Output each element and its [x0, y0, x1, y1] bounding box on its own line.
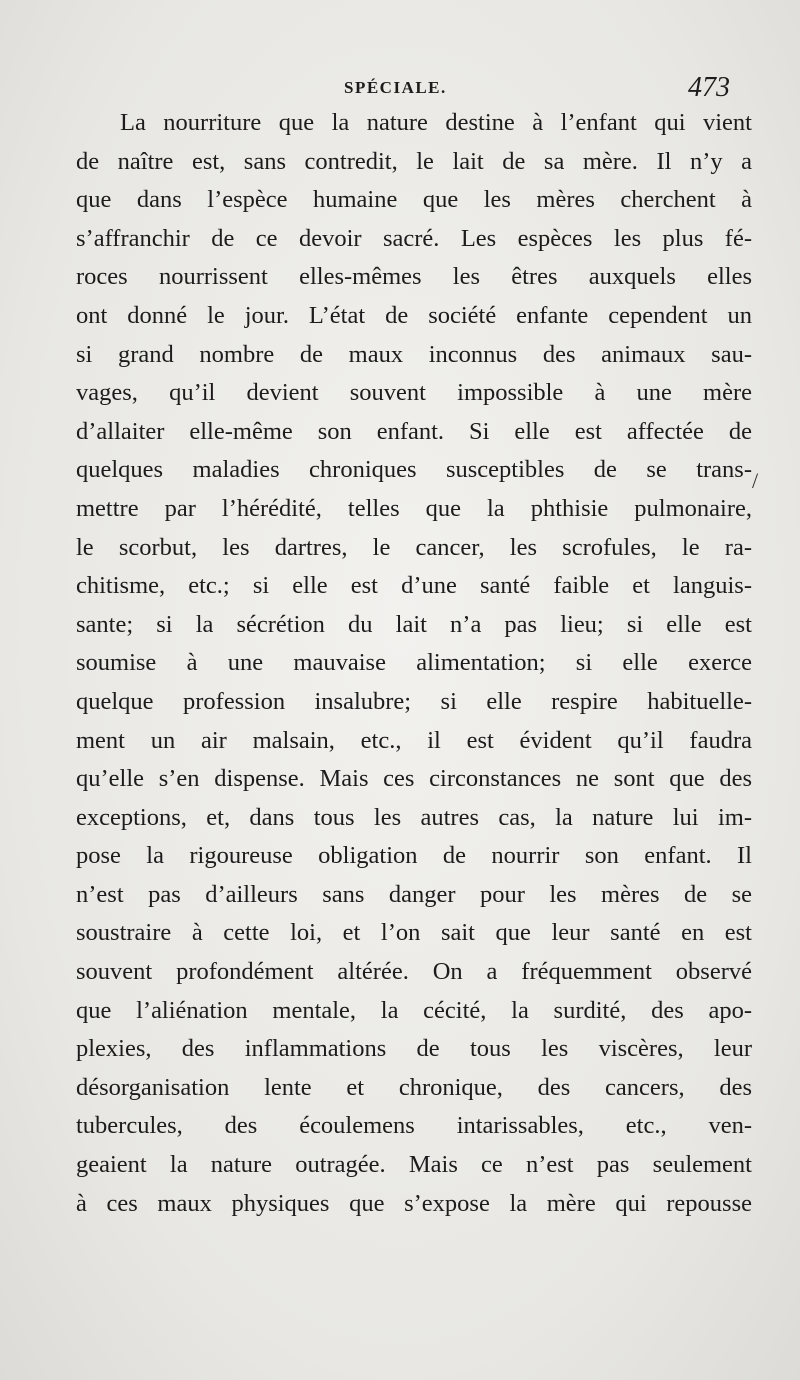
text-line: qu’elle s’en dispense. Mais ces circonstances ne sont que des: [76, 765, 752, 793]
page-number: 473: [688, 72, 730, 103]
text-line: que dans l’espèce humaine que les mères cherchent à: [76, 186, 752, 214]
running-title: SPÉCIALE.: [344, 78, 447, 97]
body-text: [76, 104, 752, 1223]
text-line: vages, qu’il devient souvent impossible à une mère: [76, 379, 752, 407]
text-line: quelques maladies chroniques susceptibles de se trans-: [76, 456, 752, 484]
text-line: le scorbut, les dartres, le cancer, les scrofules, le ra-: [76, 533, 752, 561]
margin-stroke-mark: /: [752, 468, 759, 493]
text-line: chitisme, etc.; si elle est d’une santé faible et languis-: [76, 572, 752, 600]
text-line: ment un air malsain, etc., il est évident qu’il faudra: [76, 726, 752, 754]
text-line: souvent profondément altérée. On a fréquemment observé: [76, 958, 752, 986]
text-line: d’allaiter elle-même son enfant. Si elle est affectée de: [76, 417, 752, 445]
text-line: s’affranchir de ce devoir sacré. Les espèces les plus fé-: [76, 224, 752, 252]
text-line: ont donné le jour. L’état de société enfante cependent un: [76, 301, 752, 329]
text-line: à ces maux physiques que s’expose la mère qui repousse: [76, 1189, 752, 1217]
text-line: plexies, des inflammations de tous les viscères, leur: [76, 1035, 752, 1063]
text-line: pose la rigoureuse obligation de nourrir son enfant. Il: [76, 842, 752, 870]
text-line: geaient la nature outragée. Mais ce n’est pas seulement: [76, 1151, 752, 1179]
text-line: La nourriture que la nature destine à l’enfant qui vient: [120, 109, 752, 136]
text-line: que l’aliénation mentale, la cécité, la surdité, des apo-: [76, 996, 752, 1024]
text-line: soustraire à cette loi, et l’on sait que leur santé en est: [76, 919, 752, 947]
text-line: soumise à une mauvaise alimentation; si elle exerce: [76, 649, 752, 677]
text-line: tubercules, des écoulemens intarissables, etc., ven-: [76, 1112, 752, 1140]
text-line: si grand nombre de maux inconnus des animaux sau-: [76, 340, 752, 368]
text-line: exceptions, et, dans tous les autres cas, la nature lui im-: [76, 803, 752, 831]
text-line: n’est pas d’ailleurs sans danger pour les mères de se: [76, 880, 752, 908]
text-line: sante; si la sécrétion du lait n’a pas lieu; si elle est: [76, 610, 752, 638]
text-line: quelque profession insalubre; si elle respire habituelle-: [76, 687, 752, 715]
running-head: [0, 74, 800, 104]
text-line: mettre par l’hérédité, telles que la phthisie pulmonaire,: [76, 494, 752, 522]
text-line: roces nourrissent elles-mêmes les êtres auxquels elles: [76, 263, 752, 291]
text-line: désorganisation lente et chronique, des cancers, des: [76, 1073, 752, 1101]
text-line: de naître est, sans contredit, le lait de sa mère. Il n’y a: [76, 147, 752, 175]
